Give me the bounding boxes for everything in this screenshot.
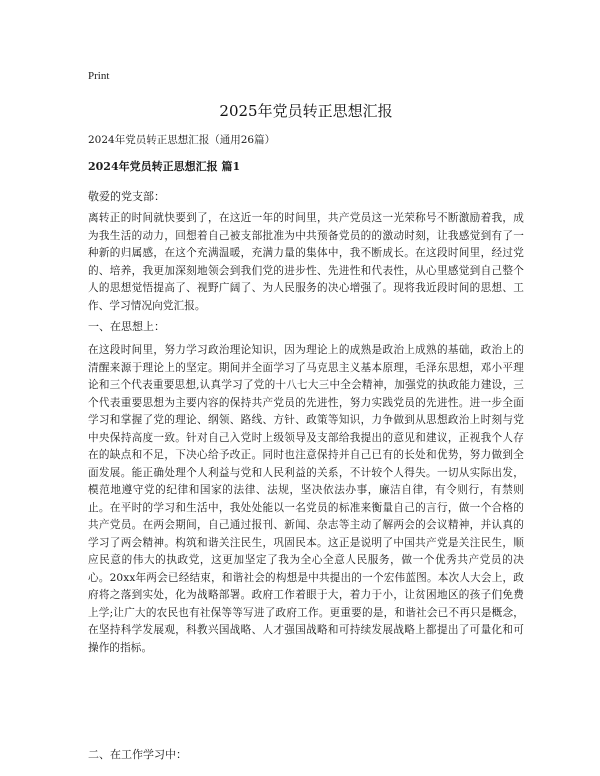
section-heading: 2024年党员转正思想汇报 篇1 [88,160,241,173]
heading-work-study: 二、在工作学习中： [88,748,187,761]
paragraph-intro: 离转正的时间就快要到了，在这近一年的时间里，共产党员这一光荣称号不断激励着我，成为我生活的动力，回想着自己被支部批准为中共预备党员的的激动时刻，让我感觉到有了一种新的归属感，在这个充满温暖，充满力量的集体中，我不断成长。在这段时间里，经过党的、培养，我更加深刻地领会到我们党的进步性、先进性和代表性，从心里感觉到自己整个人的思想觉悟提高了、视野广阔了、为人民服务的决心增强了。现将我近段时间的思想、工作、学习情况向党汇报。 [88,212,524,312]
page-title: 2025年党员转正思想汇报 [219,102,393,120]
greeting: 敬爱的党支部： [88,190,165,203]
print-label[interactable]: Print [88,70,110,82]
document-subtitle: 2024年党员转正思想汇报（通用26篇） [88,134,276,146]
heading-ideology: 一、在思想上： [88,320,165,333]
paragraph-ideology: 在这段时间里，努力学习政治理论知识，因为理论上的成熟是政治上成熟的基础，政治上的清醒来源于理论上的坚定。期间并全面学习了马克思主义基本原理，毛泽东思想，邓小平理论和三个代表重要思想,认真学习了党的十八七大三中全会精神，加强党的执政能力建设，三个代表重要思想为主要内容的保持共产党员的先进性，努力实践党员的先进性。进一步全面学习和掌握了党的理论、纲领、路线、方针、政策等知识，力争做到从思想政治上时刻与党中央保持高度一致。针对自己入党时上级领导及支部给我提出的意见和建议，正视我个人存在的缺点和不足，下决心给予改正。同时也注意保持并自己已有的长处和优势，努力做到全面发展。能正确处理个人利益与党和人民利益的关系，不计较个人得失。一切从实际出发，模范地遵守党的纪律和国家的法律、法规，坚决依法办事，廉洁自律，有令则行，有禁则止。在平时的学习和生活中，我处处能以一名党员的标准来衡量自己的言行，做一个合格的共产党员。在两会期间，自己通过报刊、新闻、杂志等主动了解两会的会议精神，并认真的学习了两会精神。构筑和谐关注民生，巩固民本。这正是说明了中国共产党是关注民生，顺应民意的伟大的执政党，这更加坚定了我为全心全意人民服务，做一个优秀共产党员的决心。20xx年两会已经结束，和谐社会的构想是中共提出的一个宏伟蓝图。本次人大会上，政府将之落到实处，化为战略部署。政府工作着眼于大，着力于小，让贫困地区的孩子们免费上学;让广大的农民也有社保等等写进了政府工作。更重要的是，和谐社会已不再只是概念，在坚持科学发展观，科教兴国战略、人才强国战略和可持续发展战略上都提出了可量化和可操作的指标。 [88,344,524,654]
